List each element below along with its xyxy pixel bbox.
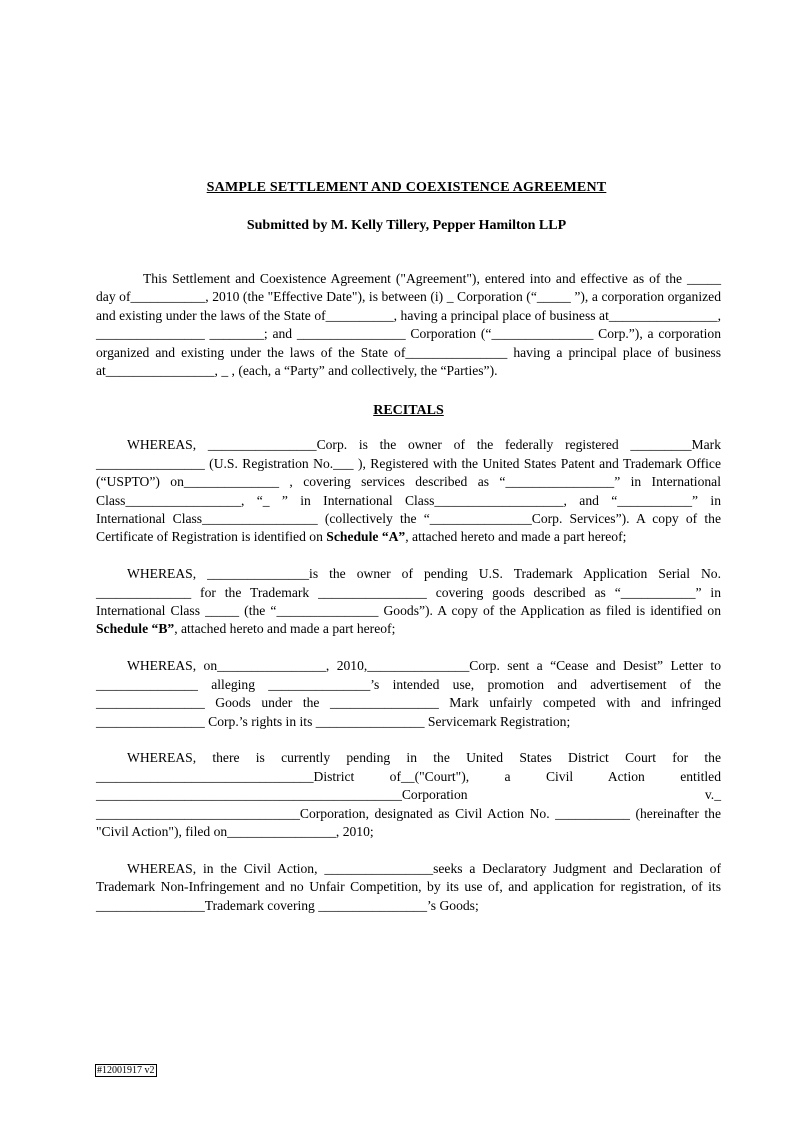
whereas-paragraph-3: WHEREAS, on________________, 2010,_______________Corp. sent a “Cease and Desist” Letter to _______________ alleging _______________’s intended use, promotion and advertisement of the ________________ Goods under the ________________ Mark unfairly competed with and infringed ________________ Corp.’s rights in its ________________ Servicemark Registration; xyxy=(96,658,721,729)
whereas-2-text: WHEREAS, _______________is the owner of pending U.S. Trademark Application Serial No. ______________ for the Trademark ________________ covering goods described as “___________” in International Class _____ (the “_______________ Goods”). A copy of the Application as filed is identified on xyxy=(96,566,721,619)
document-subtitle: Submitted by M. Kelly Tillery, Pepper Hamilton LLP xyxy=(246,218,567,233)
whereas-paragraph-5: WHEREAS, in the Civil Action, ________________seeks a Declaratory Judgment and Declaration of Trademark Non-Infringement and no Unfair Competition, by its use of, and application for registration, of its ________________Trademark covering ________________’s Goods; xyxy=(96,860,721,913)
recitals-heading: RECITALS xyxy=(373,403,444,419)
schedule-a-label: Schedule “A” xyxy=(326,529,406,545)
whereas-paragraph-1 xyxy=(96,436,721,546)
schedule-b-label: Schedule “B” xyxy=(96,621,175,637)
intro-paragraph: This Settlement and Coexistence Agreement ("Agreement"), entered into and effective as of the _____ day of___________, 2010 (the "Effective Date"), is between (i) _ Corporation (“_____ ”), a corporation organized and existing under the laws of the State of__________, having a principal place of business at________________, ________________ ________; and ________________ Corporation (“_______________ Corp.”), a corporation organized and existing under the laws of the State of_______________ having a principal place of business at________________, _ , (each, a “Party” and collectively, the “Parties”). xyxy=(96,271,721,379)
whereas-paragraph-4: WHEREAS, there is currently pending in the United States District Court for the ________________________________District of__("Court"), a Civil Action entitled _____________________________________________Corporation v._ ______________________________Corporation, designated as Civil Action No. ___________ (hereinafter the "Civil Action"), filed on________________, 2010; xyxy=(96,750,721,839)
document-title: SAMPLE SETTLEMENT AND COEXISTENCE AGREEMENT xyxy=(206,180,607,195)
document-id-footer: #12001917 v2 xyxy=(97,1065,155,1076)
whereas-1-tail: , attached hereto and made a part hereof; xyxy=(405,529,627,545)
document-body xyxy=(96,270,721,915)
whereas-1-text: WHEREAS, ________________Corp. is the owner of the federally registered _________Mark ________________ (U.S. Registration No.___ ), Registered with the United States Patent and Trademark Office (“USPTO”) on______________ , covering services described as “________________” in International Class_________________, “_ ” in International Class___________________, and “___________” in International Class_________________ (collectively the “_______________Corp. Services”). A copy of the Certificate of Registration is identified on xyxy=(96,437,721,545)
whereas-2-tail: , attached hereto and made a part hereof; xyxy=(174,621,396,637)
whereas-paragraph-2 xyxy=(96,565,721,639)
